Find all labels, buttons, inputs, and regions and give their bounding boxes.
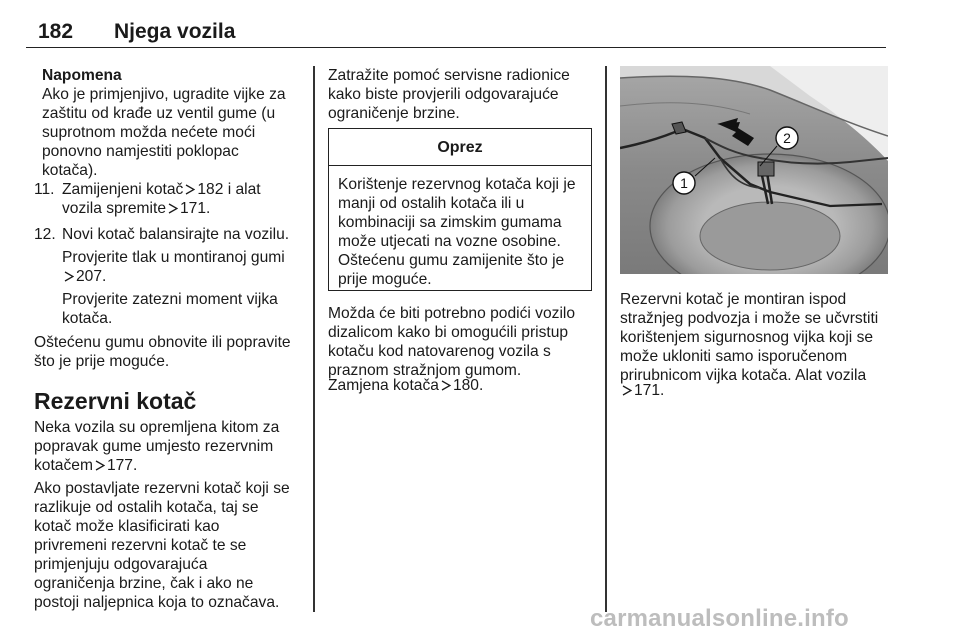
column-divider <box>313 66 315 612</box>
page-reference: 171. <box>180 200 211 217</box>
step-number: 11. <box>34 181 55 198</box>
caution-box <box>328 128 592 291</box>
watermark: carmanualsonline.info <box>590 605 849 632</box>
caution-line: može utjecati na vozne osobine. <box>338 233 561 250</box>
caution-line: manji od ostalih kotača ili u <box>338 195 525 212</box>
spare-wheel-diagram <box>620 66 888 274</box>
step-text: Novi kotač balansirajte na vozilu. <box>62 226 290 243</box>
body-text <box>620 381 664 400</box>
callout-2-label: 2 <box>783 130 791 146</box>
body-text: dizalicom kako bi omogućili pristup <box>328 324 569 341</box>
step-text-part: vozila spremite <box>62 200 166 217</box>
note-title: Napomena <box>42 67 122 84</box>
page-number: 182 <box>38 20 74 43</box>
page-reference: 182 i alat <box>197 181 261 198</box>
page-reference: 177. <box>106 457 138 474</box>
body-text: kotač može klasificirati kao <box>34 518 220 535</box>
page-reference-icon[interactable] <box>185 184 195 195</box>
body-text: Zatražite pomoć servisne radionice <box>328 67 570 84</box>
caution-title: Oprez <box>329 129 591 166</box>
page-reference: 171. <box>634 382 665 399</box>
step-number: 12. <box>34 226 56 243</box>
substep-text <box>62 267 106 286</box>
caution-line: Korištenje rezervnog kotača koji je <box>338 176 576 193</box>
body-text: ograničenje brzine. <box>328 105 460 122</box>
body-text: stražnjeg podvozja i može se učvrstiti <box>620 310 879 327</box>
substep-text: Provjerite tlak u montiranoj gumi <box>62 249 285 266</box>
body-text: razlikuje od ostalih kotača, taj se <box>34 499 259 516</box>
callout-1-label: 1 <box>680 175 688 191</box>
body-text: Oštećenu gumu obnovite ili popravite <box>34 334 291 351</box>
caution-body <box>329 166 591 289</box>
caution-line: Oštećenu gumu zamijenite što je <box>338 252 565 269</box>
caution-line: kombinaciji sa zimskim gumama <box>338 214 562 231</box>
body-text: popravak gume umjesto rezervnim <box>34 438 274 455</box>
note-line: kotača). <box>42 162 98 179</box>
substep-text: Provjerite zatezni moment vijka <box>62 291 278 308</box>
column-divider <box>605 66 607 612</box>
note-line: suprotnom možda nećete moći <box>42 124 256 141</box>
page-header <box>26 14 886 48</box>
body-text: Ako postavljate rezervni kotač koji se <box>34 480 290 497</box>
step-text-part: Zamijenjeni kotač <box>62 181 184 198</box>
page-reference-icon[interactable] <box>64 271 74 282</box>
body-text <box>34 456 137 475</box>
body-text: korištenjem sigurnosnog vijka koji se <box>620 329 874 346</box>
step-text <box>62 180 261 199</box>
note-line: ponovno namjestiti poklopac <box>42 143 239 160</box>
body-text: ograničenja brzine, čak i ako ne <box>34 575 254 592</box>
page-reference-icon[interactable] <box>622 385 632 396</box>
body-text: Možda će biti potrebno podići vozilo <box>328 305 576 322</box>
body-text: kako biste provjerili odgovarajuće <box>328 86 559 103</box>
chapter-title: Njega vozila <box>114 20 236 43</box>
step-text <box>62 199 210 218</box>
body-text: Neka vozila su opremljena kitom za <box>34 419 280 436</box>
body-text: Rezervni kotač je montiran ispod <box>620 291 847 308</box>
body-text: kotaču kod natovarenog vozila s <box>328 343 551 360</box>
body-text: primjenjuju odgovarajuća <box>34 556 208 573</box>
body-text-part: kotačem <box>34 457 93 474</box>
note-line: Ako je primjenjivo, ugradite vijke za <box>42 86 286 103</box>
body-text: privremeni rezervni kotač te se <box>34 537 247 554</box>
body-text: praznom stražnjom gumom. <box>328 362 522 379</box>
body-text-part: Zamjena kotača <box>328 377 439 394</box>
body-text: prirubnicom vijka kotača. Alat vozila <box>620 367 867 384</box>
caution-line: prije moguće. <box>338 271 432 288</box>
page-reference-icon[interactable] <box>168 203 178 214</box>
note-line: zaštitu od krađe uz ventil gume (u <box>42 105 276 122</box>
body-text: može ukloniti samo isporučenom <box>620 348 848 365</box>
page-reference-icon[interactable] <box>441 380 451 391</box>
body-text <box>328 376 483 395</box>
page-reference: 207. <box>76 268 107 285</box>
substep-text: kotača. <box>62 310 113 327</box>
section-title: Rezervni kotač <box>34 388 197 414</box>
body-text: što je prije moguće. <box>34 353 170 370</box>
page-reference-icon[interactable] <box>95 460 105 471</box>
page-reference: 180. <box>452 377 484 394</box>
body-text: postoji naljepnica koja to označava. <box>34 594 280 611</box>
